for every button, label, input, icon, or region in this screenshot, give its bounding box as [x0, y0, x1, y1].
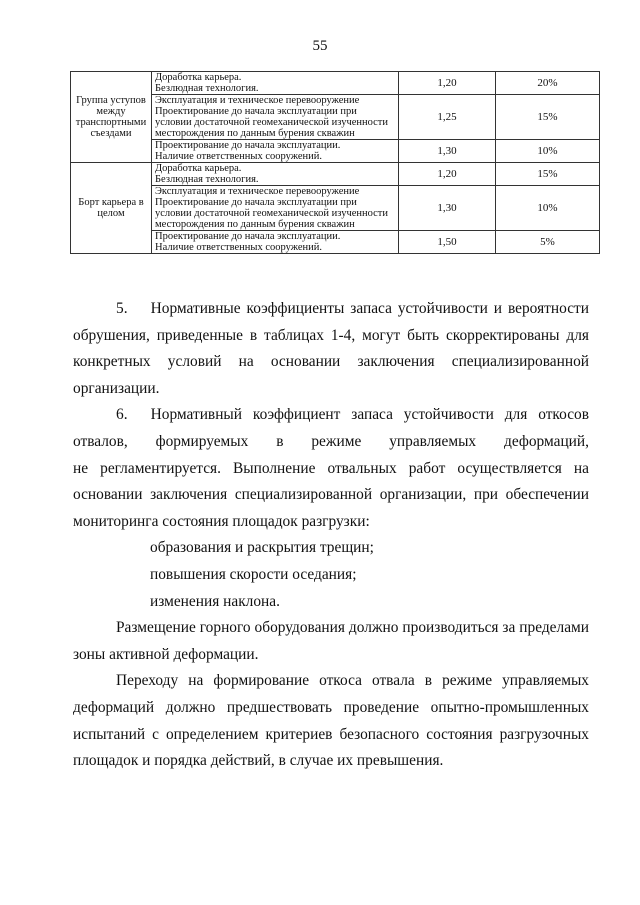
group-label-cell: [71, 72, 152, 163]
probability-cell: 20%: [496, 72, 600, 95]
condition-line: Безлюдная технология.: [155, 83, 259, 94]
coefficient-cell: 1,25: [399, 95, 496, 140]
probability-cell: 15%: [496, 95, 600, 140]
probability-cell: 10%: [496, 186, 600, 231]
paragraph-6-continuation: не регламентируется. Выполнение отвальных работ осуществляется на основании заключения специализированной организации, при обеспечении мониторинга состояния площадок разгрузки:: [73, 459, 589, 530]
condition-line: Доработка карьера.: [155, 72, 242, 83]
condition-line: Проектирование до начала эксплуатации.: [155, 140, 341, 151]
table-row: [71, 72, 600, 95]
condition-line: Проектирование до начала эксплуатации при: [155, 197, 357, 208]
condition-cell: [152, 163, 399, 186]
condition-cell: [152, 95, 399, 140]
condition-line: Доработка карьера.: [155, 163, 242, 174]
condition-cell: [152, 72, 399, 95]
group-label-line: транспортными: [75, 117, 147, 128]
group-label-cell: [71, 163, 152, 254]
probability-cell: 15%: [496, 163, 600, 186]
group-label-line: Борт карьера в: [78, 197, 144, 208]
page-number: 55: [312, 38, 328, 54]
coefficient-cell: 1,30: [399, 186, 496, 231]
body-text: [73, 296, 589, 775]
list-item: образования и раскрытия трещин;: [150, 539, 374, 557]
coefficient-cell: 1,30: [399, 140, 496, 163]
coefficient-cell: 1,50: [399, 231, 496, 254]
stability-norms-table: [70, 71, 600, 254]
paragraph-7: Размещение горного оборудования должно производиться за пределами зоны активной деформации.: [73, 619, 589, 663]
group-label-line: между: [96, 106, 126, 117]
condition-line: Безлюдная технология.: [155, 174, 259, 185]
condition-line: Эксплуатация и техническое перевооружение: [155, 95, 360, 106]
condition-line: Эксплуатация и техническое перевооружение: [155, 186, 360, 197]
coefficient-cell: 1,20: [399, 163, 496, 186]
condition-line: месторождения по данным бурения скважин: [155, 128, 355, 139]
condition-cell: [152, 231, 399, 254]
paragraph-6-first-line: 6. Нормативный коэффициент запаса устойчивости для откосов отвалов, формируемых в режиме управляемых деформаций,: [73, 406, 589, 450]
condition-line: условии достаточной геомеханической изученности: [155, 117, 388, 128]
group-label-line: Группа уступов: [76, 95, 146, 106]
condition-cell: [152, 140, 399, 163]
condition-cell: [152, 186, 399, 231]
probability-cell: 10%: [496, 140, 600, 163]
condition-line: Проектирование до начала эксплуатации.: [155, 231, 341, 242]
paragraph-5: 5. Нормативные коэффициенты запаса устойчивости и вероятности обрушения, приведенные в таблицах 1-4, могут быть скорректированы для конкретных условий на основании заключения специализированной организации.: [73, 300, 589, 397]
condition-line: Наличие ответственных сооружений.: [155, 151, 322, 162]
condition-line: месторождения по данным бурения скважин: [155, 219, 355, 230]
probability-cell: 5%: [496, 231, 600, 254]
condition-line: условии достаточной геомеханической изученности: [155, 208, 388, 219]
group-label-line: съездами: [90, 128, 132, 139]
group-label-line: целом: [97, 208, 125, 219]
coefficient-cell: 1,20: [399, 72, 496, 95]
list-item: изменения наклона.: [150, 592, 280, 610]
table-row: [71, 163, 600, 186]
condition-line: Наличие ответственных сооружений.: [155, 242, 322, 253]
list-item: повышения скорости оседания;: [150, 565, 357, 583]
paragraph-8: Переходу на формирование откоса отвала в режиме управляемых деформаций должно предшествовать проведение опытно-промышленных испытаний с определением критериев безопасного состояния разгрузочных площадок и порядка действий, в случае их превышения.: [73, 672, 589, 770]
condition-line: Проектирование до начала эксплуатации при: [155, 106, 357, 117]
